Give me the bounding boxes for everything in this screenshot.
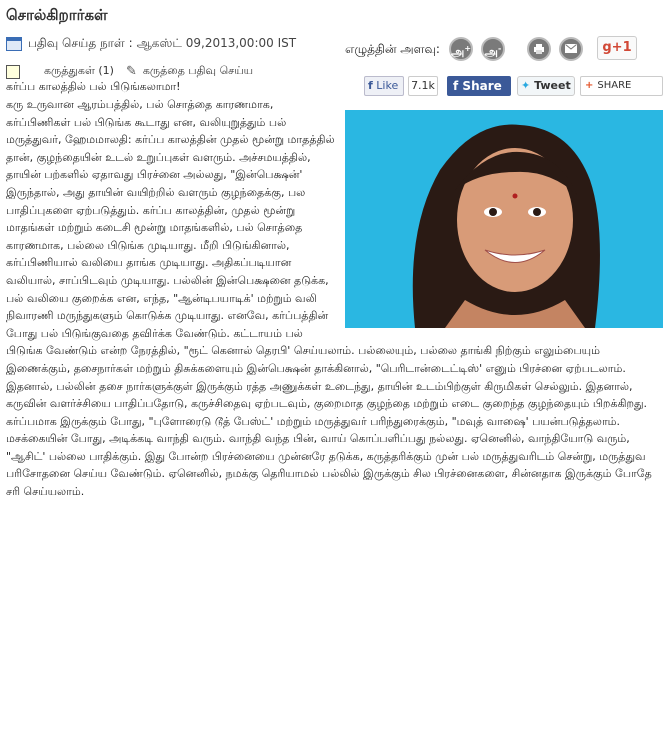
- google-plus-button[interactable]: g+1: [597, 36, 637, 60]
- twitter-icon: ✦: [521, 79, 531, 92]
- facebook-icon: f: [368, 79, 373, 92]
- pencil-icon: ✎: [125, 64, 137, 79]
- facebook-share-button[interactable]: f Share: [447, 76, 511, 96]
- facebook-like-button[interactable]: f Like: [364, 76, 404, 96]
- addthis-share-button[interactable]: + SHARE: [580, 76, 663, 96]
- published-date: ஆகஸ்ட் 09,2013,00:00 IST: [136, 36, 297, 50]
- publish-meta: [6, 36, 296, 52]
- comments-bar: [6, 64, 253, 79]
- plus-icon: +: [585, 80, 594, 91]
- calendar-icon: [6, 37, 22, 51]
- post-comment-link[interactable]: கருத்தை பதிவு செய்ய: [142, 64, 254, 77]
- mail-icon: [565, 44, 577, 54]
- tweet-button[interactable]: ✦ Tweet: [517, 76, 575, 96]
- google-plus-icon: g: [602, 40, 612, 55]
- font-increase-button[interactable]: அ+: [449, 37, 473, 61]
- comments-count-link[interactable]: கருத்துகள் (1): [44, 64, 114, 77]
- font-size-label: எழுத்தின் அளவு:: [345, 42, 440, 56]
- photo-float-spacer: [338, 96, 664, 332]
- article-headline: கர்ப்ப காலத்தில் பல் பிடுங்கலாமா!: [6, 80, 181, 93]
- font-decrease-button[interactable]: அ-: [481, 37, 505, 61]
- published-label: பதிவு செய்த நாள் :: [28, 36, 133, 50]
- email-button[interactable]: [559, 37, 583, 61]
- facebook-icon: f: [453, 79, 459, 93]
- article-body-text: கரு உருவான ஆரம்பத்தில், பல் சொத்தை காரணமாக, கர்ப்பிணிகள் பல் பிடுங்க கூடாது என, வலியுறுத்தும் பல் மருத்துவர், ஹேமமாலதி: கர்ப்ப காலத்தின் முதல் மூன்று மாதத்தில் தான், குழந்தையின் உடல் உறுப்புகள் வளரும். அச்சமயத்தில், தாயின் பற்களில் ஏதாவது பிரச்னை அல்லது, "இன்பெக்ஷன்' இருந்தால், அது தாயின் வயிற்றில் வளரும் குழந்தைக்கு, பல பாதிப்புகளை ஏற்படுத்தும். கர்ப்ப காலத்தின், முதல் மூன்று மாதங்கள் மற்றும் கடைசி மூன்று மாதங்களில், பல் சொத்தை காரணமாக, பல்லை பிடுங்க முடியாது. மீறி பிடுங்கினால், கர்ப்பிணியால் வலியை தாங்க முடியாது. அதிகப்படியான வலியால், சாப்பிடவும் முடியாது. பல்லின் இன்பெக்ஷனை தடுக்க, பல் வலியை குறைக்க என, எந்த, "ஆன்டிபயாடிக்' மற்றும் வலி நிவாரணி மருந்துகளும் கொடுக்க முடியாது. எனவே, கர்ப்பத்தின் போது பல் பிடுங்குவதை தவிர்க்க வேண்டும். கட்டாயம் பல் பிடுங்க வேண்டும் என்ற நேரத்தில், "ரூட் கெனால் தெரபி' செய்யலாம். பல்லையும், பல்லை தாங்கி நிற்கும் எலும்பையும் இணைக்கும், தசைநார்கள் மற்றும் திசுக்களையும் இன்பெக்ஷன் தாக்கினால், "பெரிடான்டைட்டிஸ்' எனும் பிரச்னை ஏற்படலாம். இதனால், பல்லின் தசை நார்களுக்குள் இருக்கும் ரத்த அணுக்கள் உடைந்து, தாயின் உடம்பிற்குள் கிருமிகள் செல்லும். இதனால், கருவின் வளர்ச்சியை பாதிப்பதோடு, கருச்சிதைவு ஏற்படவும், குறைமாத குழந்தை மற்றும் எடை குறைந்த குழந்தையும் பிறக்கிறது. கர்ப்பமாக இருக்கும் போது, "புளோரைடு டூத் பேஸ்ட்' மற்றும் மருத்துவர் பரிந்துரைக்கும், "மவுத் வாஷை' பயன்படுத்தலாம். மசக்கையின் போது, அடிக்கடி வாந்தி வரும். வாந்தி வந்த பின், வாய் கொப்பளிப்பது நல்லது. ஏனெனில், வாந்தியோடு வரும், "ஆசிட்' பல்லை பாதிக்கும். இது போன்ற பிரச்னையை முன்னரே தடுக்க, கருத்தரிக்கும் முன் பல் மருத்துவரிடம் சென்று, மருத்துவ பரிசோதனை செய்ய வேண்டும். ஏனெனில், நமக்கு தெரியாமல் பல்லில் இருக்கும் சில பிரச்னைகளை, சின்னதாக இருக்கும் போதே சரி செய்யலாம்.: [6, 98, 652, 499]
- comment-icon: [6, 65, 20, 79]
- facebook-like-count: 7.1k: [408, 76, 438, 96]
- print-icon: [533, 43, 545, 55]
- article-body: [6, 96, 664, 501]
- print-button[interactable]: [527, 37, 551, 61]
- section-title: சொல்கிறார்கள்: [6, 6, 108, 24]
